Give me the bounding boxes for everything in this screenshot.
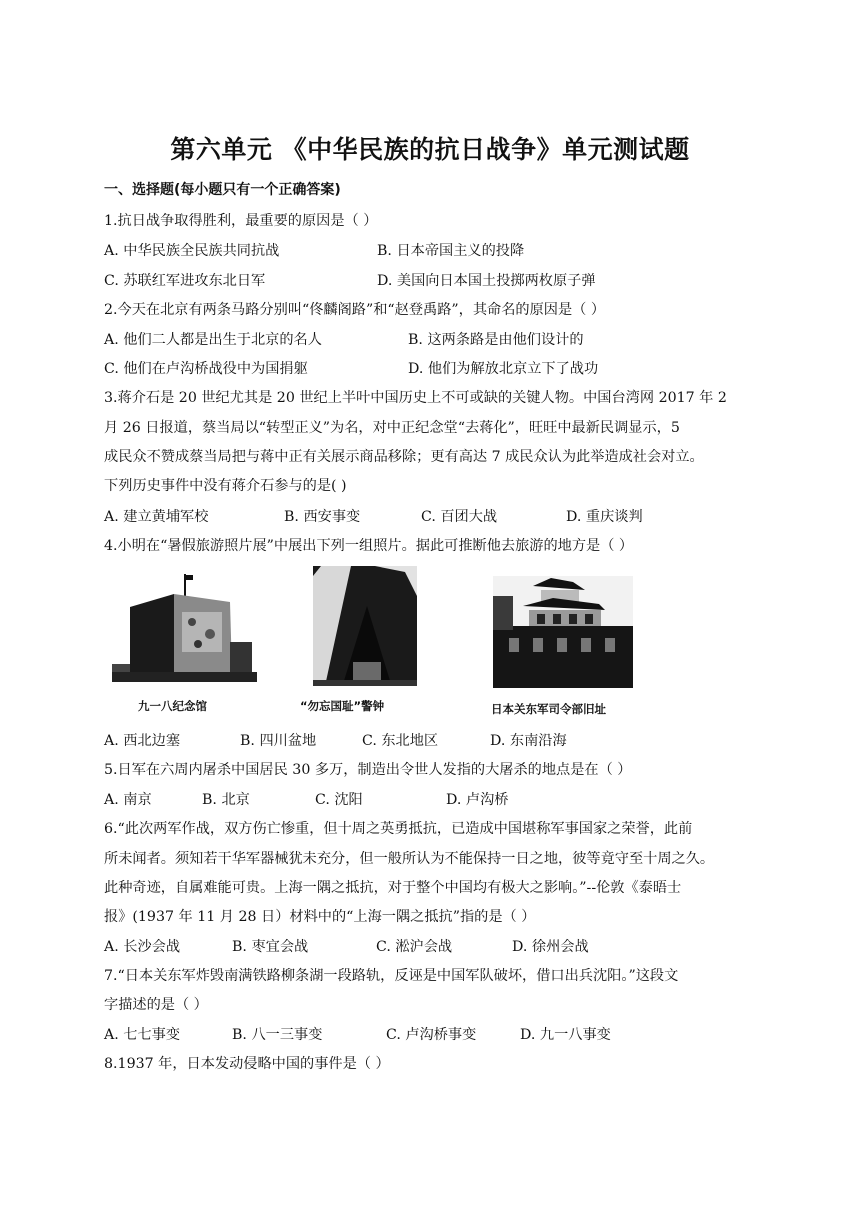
q7-option-d: D. 九一八事变 [520,1027,611,1043]
q6-option-d: D. 徐州会战 [512,939,589,955]
q3-option-c: C. 百团大战 [421,509,498,525]
photo-caption-3: 日本关东军司令部旧址 [491,702,606,716]
question-6-line-2: 所未闻者。须知若干华军器械犹未充分，但一般所认为不能保持一日之地，彼等竟守至十周之久。 [104,851,715,867]
question-1: 1.抗日战争取得胜利，最重要的原因是（ ） [104,213,378,229]
question-7-line-2: 字描述的是（ ） [104,997,208,1013]
question-4: 4.小明在“暑假旅游照片展”中展出下列一组照片。据此可推断他去旅游的地方是（ ） [104,538,634,554]
question-6-line-1: 6.“此次两军作战，双方伤亡惨重，但十周之英勇抵抗，已造成中国堪称军事国家之荣誉，此前 [104,821,693,837]
q5-option-c: C. 沈阳 [315,792,363,808]
q4-option-a: A. 西北边塞 [104,733,181,749]
q7-option-c: C. 卢沟桥事变 [386,1027,477,1043]
q5-option-d: D. 卢沟桥 [446,792,509,808]
q4-option-d: D. 东南沿海 [490,733,567,749]
q2-option-c: C. 他们在卢沟桥战役中为国捐躯 [104,361,308,377]
q6-option-a: A. 长沙会战 [104,939,181,955]
q4-option-b: B. 四川盆地 [240,733,317,749]
q7-option-a: A. 七七事变 [104,1027,181,1043]
question-3-line-4: 下列历史事件中没有蒋介石参与的是( ) [104,478,347,494]
question-3-line-1: 3.蒋介石是 20 世纪尤其是 20 世纪上半叶中国历史上不可或缺的关键人物。中国台湾网 2017 年 2 [104,390,727,406]
q2-option-b: B. 这两条路是由他们设计的 [408,332,584,348]
warning-bell-photo [313,566,417,686]
q3-option-b: B. 西安事变 [284,509,361,525]
memorial-hall-photo [112,572,257,682]
question-5: 5.日军在六周内屠杀中国居民 30 多万，制造出令世人发指的大屠杀的地点是在（ ） [104,762,632,778]
photo-caption-1: 九一八纪念馆 [138,699,207,713]
q1-option-c: C. 苏联红军进攻东北日军 [104,273,266,289]
q6-option-c: C. 淞沪会战 [376,939,453,955]
q2-option-a: A. 他们二人都是出生于北京的名人 [104,332,322,348]
q7-option-b: B. 八一三事变 [232,1027,323,1043]
q3-option-d: D. 重庆谈判 [566,509,643,525]
question-6-line-3: 此种奇迹，自属难能可贵。上海一隅之抵抗，对于整个中国均有极大之影响。”--伦敦《泰晤士 [104,880,682,896]
q6-option-b: B. 枣宜会战 [232,939,309,955]
question-6-line-4: 报》(1937 年 11 月 28 日）材料中的“上海一隅之抵抗”指的是（ ） [104,909,536,925]
photo-caption-2: “勿忘国耻”警钟 [300,699,385,713]
question-7-line-1: 7.“日本关东军炸毁南满铁路柳条湖一段路轨，反诬是中国军队破坏，借口出兵沈阳。”这段文 [104,968,679,984]
question-8: 8.1937 年，日本发动侵略中国的事件是（ ） [104,1056,390,1072]
q2-option-d: D. 他们为解放北京立下了战功 [408,361,599,377]
question-3-line-3: 成民众不赞成蔡当局把与蒋中正有关展示商品移除；更有高达 7 成民众认为此举造成社会对立。 [104,449,704,465]
page-title: 第六单元 《中华民族的抗日战争》单元测试题 [170,135,690,164]
question-3-line-2: 月 26 日报道，蔡当局以“转型正义”为名，对中正纪念堂“去蒋化”，旺旺中最新民调显示，5 [104,420,680,436]
q5-option-a: A. 南京 [104,792,152,808]
q1-option-a: A. 中华民族全民族共同抗战 [104,243,280,259]
q4-option-c: C. 东北地区 [362,733,439,749]
q1-option-b: B. 日本帝国主义的投降 [377,243,525,259]
kwantung-army-hq-photo [493,576,633,688]
q3-option-a: A. 建立黄埔军校 [104,509,209,525]
section-heading: 一、选择题(每小题只有一个正确答案) [104,182,341,198]
q1-option-d: D. 美国向日本国土投掷两枚原子弹 [377,273,596,289]
question-2: 2.今天在北京有两条马路分别叫“佟麟阁路”和“赵登禹路”，其命名的原因是（ ） [104,302,606,318]
q5-option-b: B. 北京 [202,792,250,808]
